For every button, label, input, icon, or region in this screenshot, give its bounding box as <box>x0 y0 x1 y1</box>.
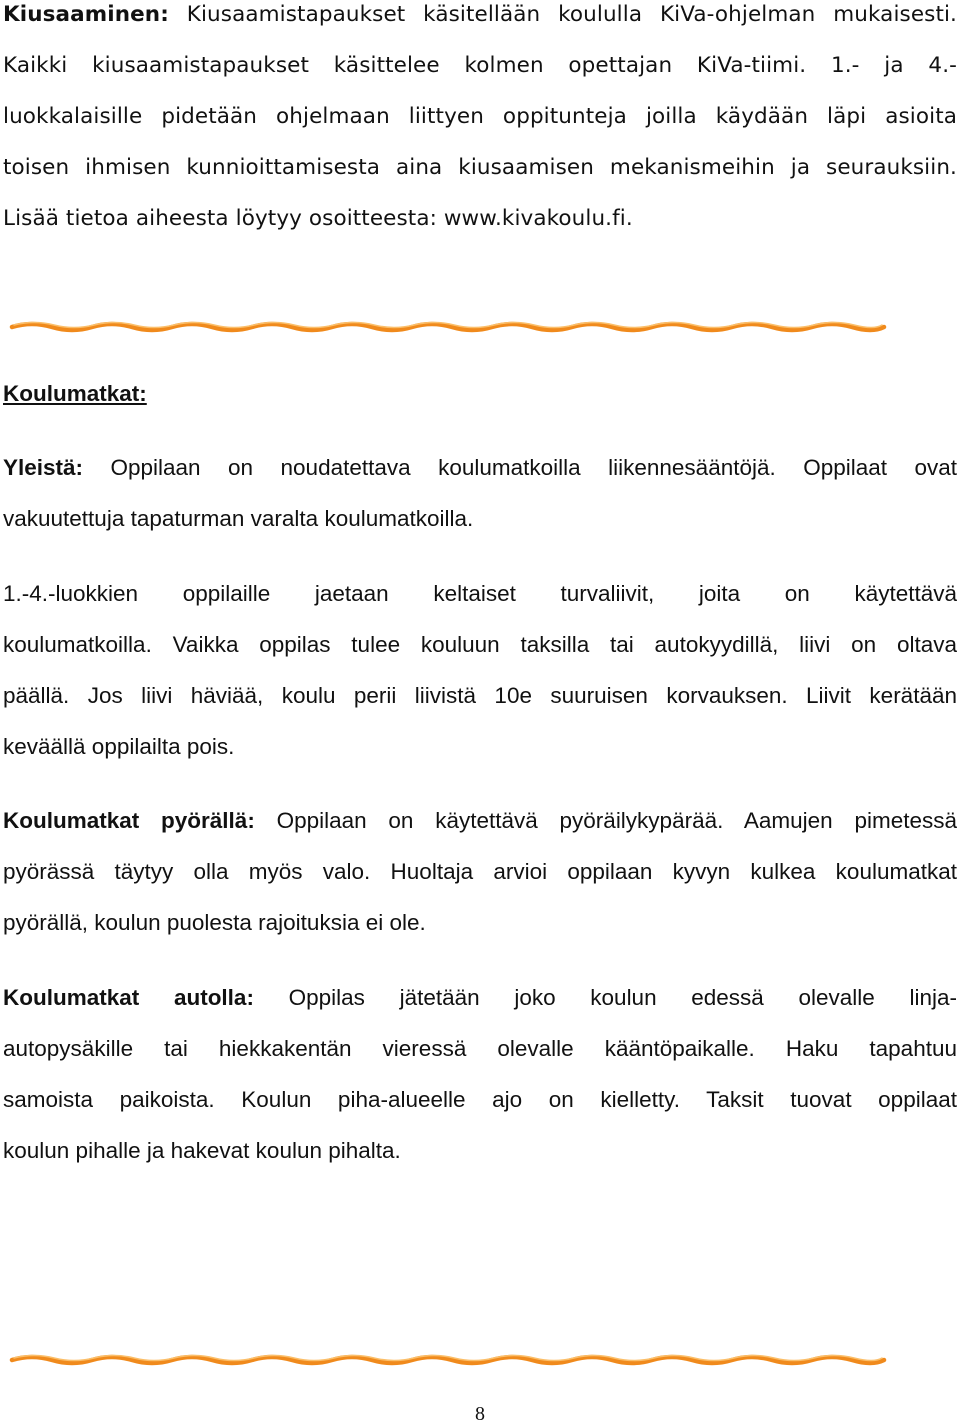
text-line: koulun pihalle ja hakevat koulun pihalta. <box>3 1138 401 1163</box>
pyoralla-paragraph <box>3 795 957 948</box>
text-line: luokkalaisille pidetään ohjelmaan liittyen oppitunteja joilla käydään läpi asioita <box>3 104 957 129</box>
text-line: toisen ihmisen kunnioittamisesta aina kiusaamisen mekanismeihin ja seurauksiin. <box>3 155 957 180</box>
liivit-paragraph <box>3 568 957 772</box>
text-line: Koulumatkat pyörällä: Oppilaan on käytettävä pyöräilykypärää. Aamujen pimetessä <box>3 808 957 833</box>
text-line: pyörässä täytyy olla myös valo. Huoltaja arvioi oppilaan kyvyn kulkea koulumatkat <box>3 859 957 884</box>
kiusaaminen-paragraph <box>3 0 957 244</box>
yleista-paragraph <box>3 442 957 544</box>
autolla-paragraph <box>3 972 957 1176</box>
autolla-label: Koulumatkat autolla: <box>3 985 254 1010</box>
text-line: vakuutettuja tapaturman varalta koulumatkoilla. <box>3 506 474 531</box>
text-line: koulumatkoilla. Vaikka oppilas tulee kouluun taksilla tai autokyydillä, liivi on oltava <box>3 632 957 657</box>
yleista-label: Yleistä: <box>3 455 84 480</box>
text-line: Koulumatkat autolla: Oppilas jätetään joko koulun edessä olevalle linja- <box>3 985 957 1010</box>
text-line: samoista paikoista. Koulun piha-alueelle ajo on kielletty. Taksit tuovat oppilaat <box>3 1087 957 1112</box>
text-line: keväällä oppilailta pois. <box>3 734 235 759</box>
pyoralla-label: Koulumatkat pyörällä: <box>3 808 255 833</box>
decorative-divider <box>8 1351 888 1367</box>
text-line: pyörällä, koulun puolesta rajoituksia ei ole. <box>3 910 426 935</box>
text-line: päällä. Jos liivi häviää, koulu perii liivistä 10e suuruisen korvauksen. Liivit kerätään <box>3 683 957 708</box>
text-line: 1.-4.-luokkien oppilaille jaetaan keltaiset turvaliivit, joita on käytettävä <box>3 581 957 606</box>
koulumatkat-heading: Koulumatkat: <box>3 381 147 406</box>
page-number: 8 <box>475 1403 485 1425</box>
decorative-divider <box>8 318 888 334</box>
text-line: Lisää tietoa aiheesta löytyy osoitteesta: www.kivakoulu.fi. <box>3 206 633 231</box>
text-line: autopysäkille tai hiekkakentän vieressä olevalle kääntöpaikalle. Haku tapahtuu <box>3 1036 957 1061</box>
text-line: Kiusaaminen: Kiusaamistapaukset käsitellään koululla KiVa-ohjelman mukaisesti. <box>3 2 957 27</box>
section-heading <box>3 368 957 419</box>
kiusaaminen-label: Kiusaaminen: <box>3 2 169 27</box>
text-line: Yleistä: Oppilaan on noudatettava koulumatkoilla liikennesääntöjä. Oppilaat ovat <box>3 455 957 480</box>
text-line: Kaikki kiusaamistapaukset käsittelee kolmen opettajan KiVa-tiimi. 1.- ja 4.- <box>3 53 957 78</box>
